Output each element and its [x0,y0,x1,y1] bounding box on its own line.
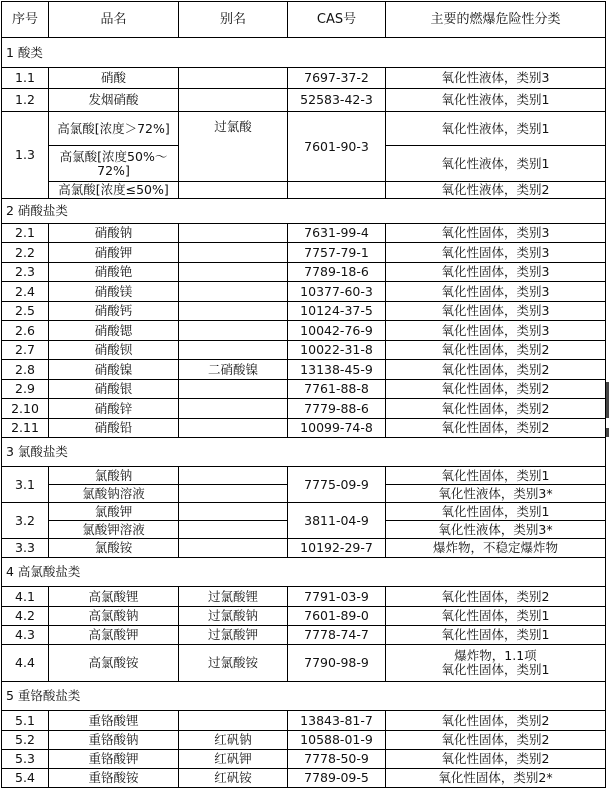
cas-cell: 10192-29-7 [288,539,386,558]
name-cell: 发烟硝酸 [49,89,179,112]
section-title: 2 硝酸盐类 [2,199,606,224]
section-row [2,38,606,68]
alias-cell [179,419,288,438]
table-row [2,399,606,419]
hazard-cell: 氧化性液体，类别3* [386,521,606,539]
alias-cell [179,263,288,282]
seq-cell: 1.3 [2,112,49,199]
alias-cell [179,224,288,243]
table-row [2,750,606,769]
table-row [2,89,606,112]
seq-cell: 2.4 [2,282,49,302]
table-row [2,380,606,399]
seq-cell: 2.6 [2,321,49,341]
cas-cell: 7789-18-6 [288,263,386,282]
name-cell: 高氯酸钠 [49,607,179,626]
hazard-cell [386,645,606,682]
table-row [2,112,606,146]
section-row [2,558,606,587]
table-row [2,539,606,558]
cas-cell: 52583-42-3 [288,89,386,112]
hazard-line: 爆炸物，1.1项 [454,648,537,663]
cas-cell: 7790-98-9 [288,645,386,682]
alias-cell: 红矾钠 [179,731,288,750]
seq-cell: 4.3 [2,626,49,645]
header-cas: CAS号 [288,2,386,38]
table-row [2,769,606,788]
alias-cell [179,302,288,321]
cas-cell: 7697-37-2 [288,68,386,89]
alias-cell [179,341,288,360]
hazard-cell: 氧化性液体，类别1 [386,112,606,146]
alias-cell [179,485,288,503]
section-title: 3 氯酸盐类 [2,438,606,467]
hazard-table [1,1,606,788]
seq-cell: 3.1 [2,467,49,503]
cas-cell: 7601-90-3 [288,112,386,182]
table-row [2,587,606,607]
table-row [2,243,606,263]
table-row [2,321,606,341]
hazard-cell: 氧化性固体，类别1 [386,626,606,645]
seq-cell: 5.3 [2,750,49,769]
name-cell: 硝酸镁 [49,282,179,302]
seq-cell: 1.2 [2,89,49,112]
table-row [2,731,606,750]
alias-cell [179,282,288,302]
hazard-cell: 氧化性固体，类别2 [386,711,606,731]
name-cell: 硝酸锌 [49,399,179,419]
cas-cell: 7601-89-0 [288,607,386,626]
seq-cell: 1.1 [2,68,49,89]
table-row [2,503,606,521]
name-cell: 氯酸铵 [49,539,179,558]
cas-cell [288,182,386,199]
alias-cell [179,321,288,341]
cas-cell: 7757-79-1 [288,243,386,263]
seq-cell: 2.2 [2,243,49,263]
name-cell: 硝酸铅 [49,419,179,438]
cas-cell: 13843-81-7 [288,711,386,731]
table-row [2,419,606,438]
header-name: 品名 [49,2,179,38]
hazard-cell: 氧化性固体，类别3 [386,302,606,321]
section-row [2,682,606,711]
hazard-cell: 氧化性固体，类别2 [386,419,606,438]
header-alias: 别名 [179,2,288,38]
name-cell: 高氯酸铵 [49,645,179,682]
table-row [2,224,606,243]
hazard-cell: 氧化性固体，类别2 [386,399,606,419]
alias-cell [179,182,288,199]
cas-cell: 7779-88-6 [288,399,386,419]
header-row [2,2,606,38]
scroll-marker-small [606,428,609,437]
section-title: 4 高氯酸盐类 [2,558,606,587]
table-row [2,282,606,302]
cas-cell: 7789-09-5 [288,769,386,788]
alias-cell [179,711,288,731]
alias-cell [179,380,288,399]
seq-cell: 2.10 [2,399,49,419]
hazard-cell: 氧化性液体，类别3* [386,485,606,503]
seq-cell: 2.5 [2,302,49,321]
name-cell: 重铬酸锂 [49,711,179,731]
seq-cell: 2.1 [2,224,49,243]
section-row [2,438,606,467]
seq-cell: 2.9 [2,380,49,399]
hazard-cell: 氧化性固体，类别2 [386,341,606,360]
name-cell: 硝酸锶 [49,321,179,341]
name-cell: 氯酸钾溶液 [49,521,179,539]
cas-cell: 10099-74-8 [288,419,386,438]
alias-cell: 过氯酸钾 [179,626,288,645]
table-row [2,68,606,89]
table-row [2,607,606,626]
section-title: 1 酸类 [2,38,606,68]
cas-cell: 7778-74-7 [288,626,386,645]
seq-cell: 3.2 [2,503,49,539]
cas-cell: 7631-99-4 [288,224,386,243]
name-cell: 氯酸钾 [49,503,179,521]
hazard-cell: 氧化性固体，类别2 [386,750,606,769]
hazard-cell: 氧化性固体，类别1 [386,503,606,521]
name-cell: 高氯酸钾 [49,626,179,645]
name-cell: 硝酸银 [49,380,179,399]
hazard-cell: 氧化性固体，类别2 [386,360,606,380]
name-cell: 硝酸钾 [49,243,179,263]
hazard-cell: 氧化性固体，类别3 [386,243,606,263]
name-cell: 高氯酸[浓度≤50%] [49,182,179,199]
seq-cell: 4.2 [2,607,49,626]
alias-cell: 过氯酸钠 [179,607,288,626]
hazard-cell: 氧化性固体，类别2 [386,731,606,750]
alias-cell [179,68,288,89]
table-row [2,302,606,321]
alias-cell [179,89,288,112]
header-seq: 序号 [2,2,49,38]
cas-cell: 10124-37-5 [288,302,386,321]
hazard-cell: 氧化性固体，类别2 [386,587,606,607]
hazard-cell: 氧化性液体，类别3 [386,68,606,89]
seq-cell: 5.2 [2,731,49,750]
table-row [2,341,606,360]
hazard-cell: 氧化性液体，类别2 [386,182,606,199]
name-cell: 硝酸钠 [49,224,179,243]
seq-cell: 5.4 [2,769,49,788]
alias-cell [179,521,288,539]
seq-cell: 5.1 [2,711,49,731]
hazard-cell: 氧化性液体，类别1 [386,146,606,182]
alias-cell [179,539,288,558]
alias-cell: 过氯酸锂 [179,587,288,607]
table-row [2,467,606,485]
name-cell: 硝酸钙 [49,302,179,321]
name-cell: 重铬酸钠 [49,731,179,750]
name-cell: 重铬酸钾 [49,750,179,769]
table-row [2,626,606,645]
cas-cell: 7778-50-9 [288,750,386,769]
cas-cell: 10377-60-3 [288,282,386,302]
name-cell: 氯酸钠 [49,467,179,485]
name-cell: 硝酸钡 [49,341,179,360]
alias-cell [179,503,288,521]
hazard-cell: 氧化性固体，类别2 [386,380,606,399]
cas-cell: 10022-31-8 [288,341,386,360]
alias-cell [179,399,288,419]
cas-cell: 3811-04-9 [288,503,386,539]
table-row [2,182,606,199]
name-cell: 氯酸钠溶液 [49,485,179,503]
scroll-marker [606,382,609,418]
section-title: 5 重铬酸盐类 [2,682,606,711]
alias-cell [179,243,288,263]
cas-cell: 10042-76-9 [288,321,386,341]
cas-cell: 10588-01-9 [288,731,386,750]
name-cell: 硝酸镍 [49,360,179,380]
name-cell: 高氯酸[浓度50%～72%] [49,146,179,182]
seq-cell: 4.1 [2,587,49,607]
seq-cell: 2.8 [2,360,49,380]
alias-cell: 红矾铵 [179,769,288,788]
table-row [2,645,606,682]
table-row [2,263,606,282]
hazard-cell: 爆炸物，不稳定爆炸物 [386,539,606,558]
name-cell: 高氯酸[浓度＞72%] [49,112,179,146]
hazard-cell: 氧化性固体，类别2* [386,769,606,788]
cas-cell: 7791-03-9 [288,587,386,607]
hazard-cell: 氧化性固体，类别1 [386,607,606,626]
alias-cell: 过氯酸 [179,112,288,182]
name-cell: 硝酸 [49,68,179,89]
cas-cell: 7761-88-8 [288,380,386,399]
hazard-line: 氧化性固体，类别1 [441,662,550,677]
section-row [2,199,606,224]
alias-cell: 过氯酸铵 [179,645,288,682]
hazard-cell: 氧化性固体，类别3 [386,321,606,341]
hazard-cell: 氧化性固体，类别3 [386,282,606,302]
seq-cell: 2.11 [2,419,49,438]
cas-cell: 7775-09-9 [288,467,386,503]
alias-cell: 红矾钾 [179,750,288,769]
header-hazard: 主要的燃爆危险性分类 [386,2,606,38]
alias-cell: 二硝酸镍 [179,360,288,380]
hazard-cell: 氧化性固体，类别1 [386,467,606,485]
name-cell: 硝酸铯 [49,263,179,282]
name-cell: 重铬酸铵 [49,769,179,788]
seq-cell: 4.4 [2,645,49,682]
seq-cell: 2.7 [2,341,49,360]
seq-cell: 3.3 [2,539,49,558]
hazard-cell: 氧化性固体，类别3 [386,263,606,282]
alias-cell [179,467,288,485]
table-row [2,711,606,731]
table-row [2,360,606,380]
cas-cell: 13138-45-9 [288,360,386,380]
hazard-cell: 氧化性液体，类别1 [386,89,606,112]
hazard-cell: 氧化性固体，类别3 [386,224,606,243]
seq-cell: 2.3 [2,263,49,282]
name-cell: 高氯酸锂 [49,587,179,607]
